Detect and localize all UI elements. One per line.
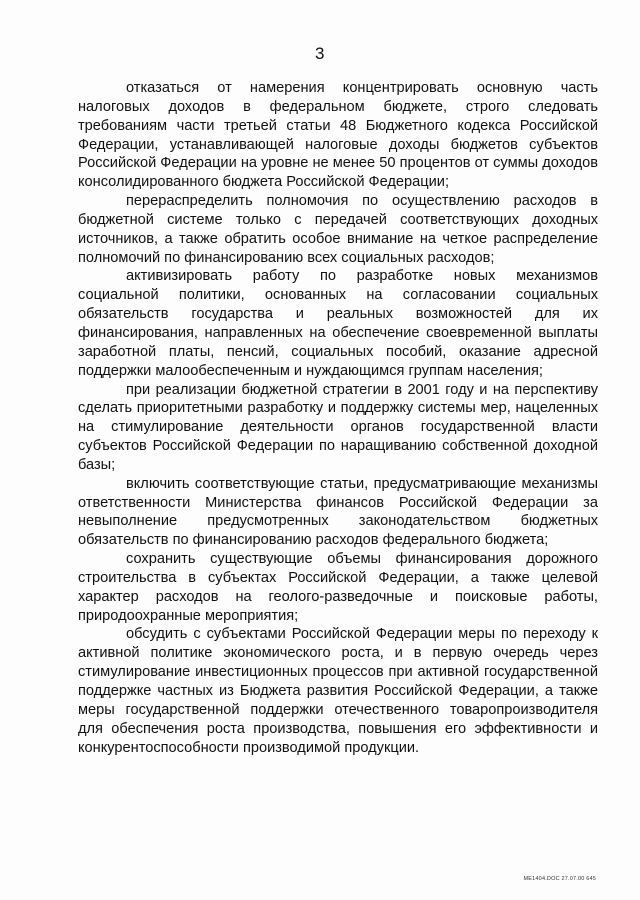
document-body xyxy=(78,79,598,757)
paragraph-2: перераспределить полномочия по осуществлению расходов в бюджетной системе только с передачей соответствующих доходных источников, а также обратить особое внимание на четкое распределение полномочий по финансированию всех социальных расходов; xyxy=(78,193,598,266)
file-footer: ME1404.DOC 27.07.00 645 xyxy=(523,876,596,882)
paragraph-4: при реализации бюджетной стратегии в 2001 году и на перспективу сделать приоритетными разработку и поддержку системы мер, нацеленных на стимулирование деятельности органов государственной власти субъектов Российской Федерации по наращиванию собственной доходной базы; xyxy=(78,381,598,473)
page-number: 3 xyxy=(315,44,325,63)
paragraph-7: обсудить с субъектами Российской Федерации меры по переходу к активной политике экономического роста, и в первую очередь через стимулирование инвестиционных процессов при активной государственной поддержке частных из Бюджета развития Российской Федерации, а также меры государственной поддержки отечественного товаропроизводителя для обеспечения роста производства, повышения его эффективности и конкурентоспособности производимой продукции. xyxy=(78,626,598,756)
paragraph-5: включить соответствующие статьи, предусматривающие механизмы ответственности Министерства финансов Российской Федерации за невыполнение предусмотренных законодательством бюджетных обязательств по финансированию расходов федерального бюджета; xyxy=(78,475,598,549)
paragraph-6: сохранить существующие объемы финансирования дорожного строительства в субъектах Российской Федерации, а также целевой характер расходов на геолого-разведочные и поисковые работы, природоохранные мероприятия; xyxy=(78,551,598,624)
paragraph-3: активизировать работу по разработке новых механизмов социальной политики, основанных на согласовании социальных обязательств государства и реальных возможностей для их финансирования, направленных на обеспечение своевременной выплаты заработной платы, пенсий, социальных пособий, оказание адресной поддержки малообеспеченным и нуждающимся группам населения; xyxy=(78,268,598,379)
paragraph-1: отказаться от намерения концентрировать основную часть налоговых доходов в федеральном бюджете, строго следовать требованиям части третьей статьи 48 Бюджетного кодекса Российской Федерации, устанавливающей налоговые доходы бюджетов субъектов Российской Федерации на уровне не менее 50 процентов от суммы доходов консолидированного бюджета Российской Федерации; xyxy=(78,80,598,191)
